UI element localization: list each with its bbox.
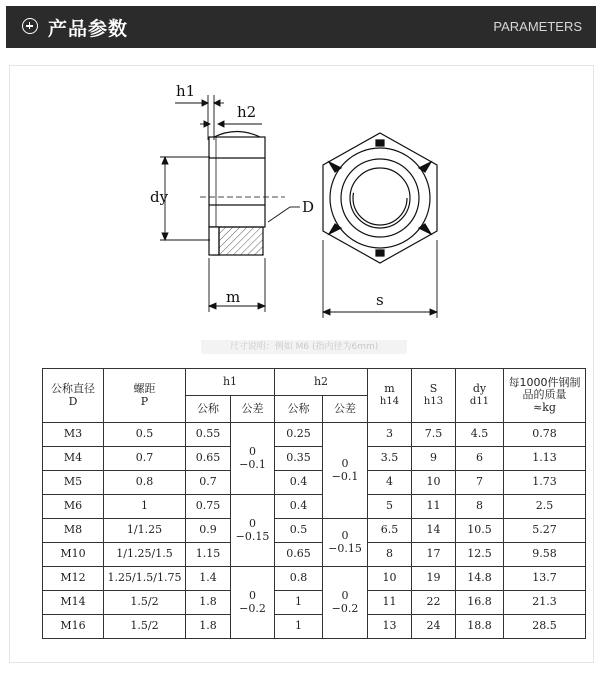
cell-mass: 5.27	[504, 519, 586, 543]
cell-nominal-diameter: M6	[43, 495, 104, 519]
cell-h2-nominal: 0.4	[275, 471, 323, 495]
cell-mass: 1.13	[504, 447, 586, 471]
cell-h1-nominal: 1.15	[186, 543, 231, 567]
side-view	[200, 132, 285, 256]
cell-pitch: 0.5	[104, 423, 186, 447]
cell-dy: 7	[456, 471, 504, 495]
dimension-lines	[160, 95, 437, 318]
cell-m: 3.5	[368, 447, 412, 471]
cell-nominal-diameter: M4	[43, 447, 104, 471]
cell-dy: 8	[456, 495, 504, 519]
label-s: s	[376, 291, 384, 309]
cell-m: 6.5	[368, 519, 412, 543]
cell-dy: 16.8	[456, 591, 504, 615]
cell-h1-nominal: 0.65	[186, 447, 231, 471]
header-nominal-diameter: 公称直径 D	[43, 369, 104, 423]
cell-dy: 18.8	[456, 615, 504, 639]
cell-h2-nominal: 0.65	[275, 543, 323, 567]
table-row	[43, 567, 586, 591]
cell-s: 17	[412, 543, 456, 567]
label-h1: h1	[176, 82, 196, 100]
parameters-table	[42, 368, 586, 639]
table-row	[43, 495, 586, 519]
table-row	[43, 423, 586, 447]
cell-h2-nominal: 0.5	[275, 519, 323, 543]
cell-nominal-diameter: M16	[43, 615, 104, 639]
cell-s: 19	[412, 567, 456, 591]
cell-m: 4	[368, 471, 412, 495]
cell-s: 7.5	[412, 423, 456, 447]
cell-h2-tolerance: 0 −0.1	[323, 423, 368, 519]
cell-mass: 1.73	[504, 471, 586, 495]
cell-h1-tolerance: 0 −0.1	[231, 423, 275, 495]
cell-mass: 21.3	[504, 591, 586, 615]
cell-nominal-diameter: M14	[43, 591, 104, 615]
cell-m: 13	[368, 615, 412, 639]
cell-pitch: 0.7	[104, 447, 186, 471]
header-h2-tolerance: 公差	[323, 396, 368, 423]
cell-m: 11	[368, 591, 412, 615]
section-subtitle: PARAMETERS	[493, 19, 582, 34]
cell-mass: 2.5	[504, 495, 586, 519]
cell-pitch: 1.25/1.5/1.75	[104, 567, 186, 591]
table-row	[43, 471, 586, 495]
cell-pitch: 1.5/2	[104, 591, 186, 615]
cell-mass: 9.58	[504, 543, 586, 567]
cell-pitch: 0.8	[104, 471, 186, 495]
cell-s: 14	[412, 519, 456, 543]
cell-dy: 4.5	[456, 423, 504, 447]
parameters-table-body	[43, 423, 586, 639]
drawing-labels	[150, 82, 384, 309]
header-h1-tolerance: 公差	[231, 396, 275, 423]
cell-h2-nominal: 0.8	[275, 567, 323, 591]
cell-h2-tolerance: 0 −0.15	[323, 519, 368, 567]
cell-h1-nominal: 0.75	[186, 495, 231, 519]
header-s: S h13	[412, 369, 456, 423]
cell-h1-tolerance: 0 −0.15	[231, 495, 275, 567]
label-D: D	[302, 198, 315, 216]
cell-pitch: 1	[104, 495, 186, 519]
cell-h1-nominal: 0.9	[186, 519, 231, 543]
table-row	[43, 447, 586, 471]
table-row	[43, 543, 586, 567]
cell-m: 5	[368, 495, 412, 519]
cell-nominal-diameter: M3	[43, 423, 104, 447]
cell-mass: 28.5	[504, 615, 586, 639]
cell-s: 24	[412, 615, 456, 639]
cell-h1-tolerance: 0 −0.2	[231, 567, 275, 639]
header-h1: h1	[186, 369, 275, 396]
table-row	[43, 519, 586, 543]
header-h2-nominal: 公称	[275, 396, 323, 423]
cell-h2-nominal: 0.25	[275, 423, 323, 447]
dimension-caption: 尺寸说明：例如 M6 (指内径为6mm)	[201, 340, 407, 354]
cell-pitch: 1/1.25/1.5	[104, 543, 186, 567]
cell-mass: 0.78	[504, 423, 586, 447]
cell-s: 9	[412, 447, 456, 471]
cell-dy: 14.8	[456, 567, 504, 591]
front-view	[323, 133, 437, 263]
cell-nominal-diameter: M5	[43, 471, 104, 495]
table-row	[43, 591, 586, 615]
label-dy: dy	[150, 188, 169, 206]
cell-dy: 10.5	[456, 519, 504, 543]
cell-h1-nominal: 0.55	[186, 423, 231, 447]
label-h2: h2	[237, 103, 257, 121]
cell-mass: 13.7	[504, 567, 586, 591]
cell-nominal-diameter: M10	[43, 543, 104, 567]
cell-m: 8	[368, 543, 412, 567]
table-row	[43, 615, 586, 639]
cell-pitch: 1/1.25	[104, 519, 186, 543]
cell-h1-nominal: 1.8	[186, 591, 231, 615]
cell-h2-nominal: 1	[275, 591, 323, 615]
header-m: m h14	[368, 369, 412, 423]
cell-h2-nominal: 1	[275, 615, 323, 639]
cell-s: 11	[412, 495, 456, 519]
cell-h1-nominal: 1.8	[186, 615, 231, 639]
cell-s: 10	[412, 471, 456, 495]
cell-s: 22	[412, 591, 456, 615]
cell-nominal-diameter: M8	[43, 519, 104, 543]
header-h2: h2	[275, 369, 368, 396]
cell-h2-nominal: 0.4	[275, 495, 323, 519]
header-h1-nominal: 公称	[186, 396, 231, 423]
cell-h1-nominal: 0.7	[186, 471, 231, 495]
cell-m: 3	[368, 423, 412, 447]
label-m: m	[226, 288, 241, 306]
cell-h2-tolerance: 0 −0.2	[323, 567, 368, 639]
cell-h2-nominal: 0.35	[275, 447, 323, 471]
cell-nominal-diameter: M12	[43, 567, 104, 591]
header-dy: dy d11	[456, 369, 504, 423]
cell-h1-nominal: 1.4	[186, 567, 231, 591]
header-mass: 每1000件钢制 品的质量 ≈kg	[504, 369, 586, 423]
header-pitch: 螺距 P	[104, 369, 186, 423]
cell-dy: 12.5	[456, 543, 504, 567]
section-title: 产品参数	[48, 18, 129, 40]
cell-m: 10	[368, 567, 412, 591]
cell-pitch: 1.5/2	[104, 615, 186, 639]
cell-dy: 6	[456, 447, 504, 471]
